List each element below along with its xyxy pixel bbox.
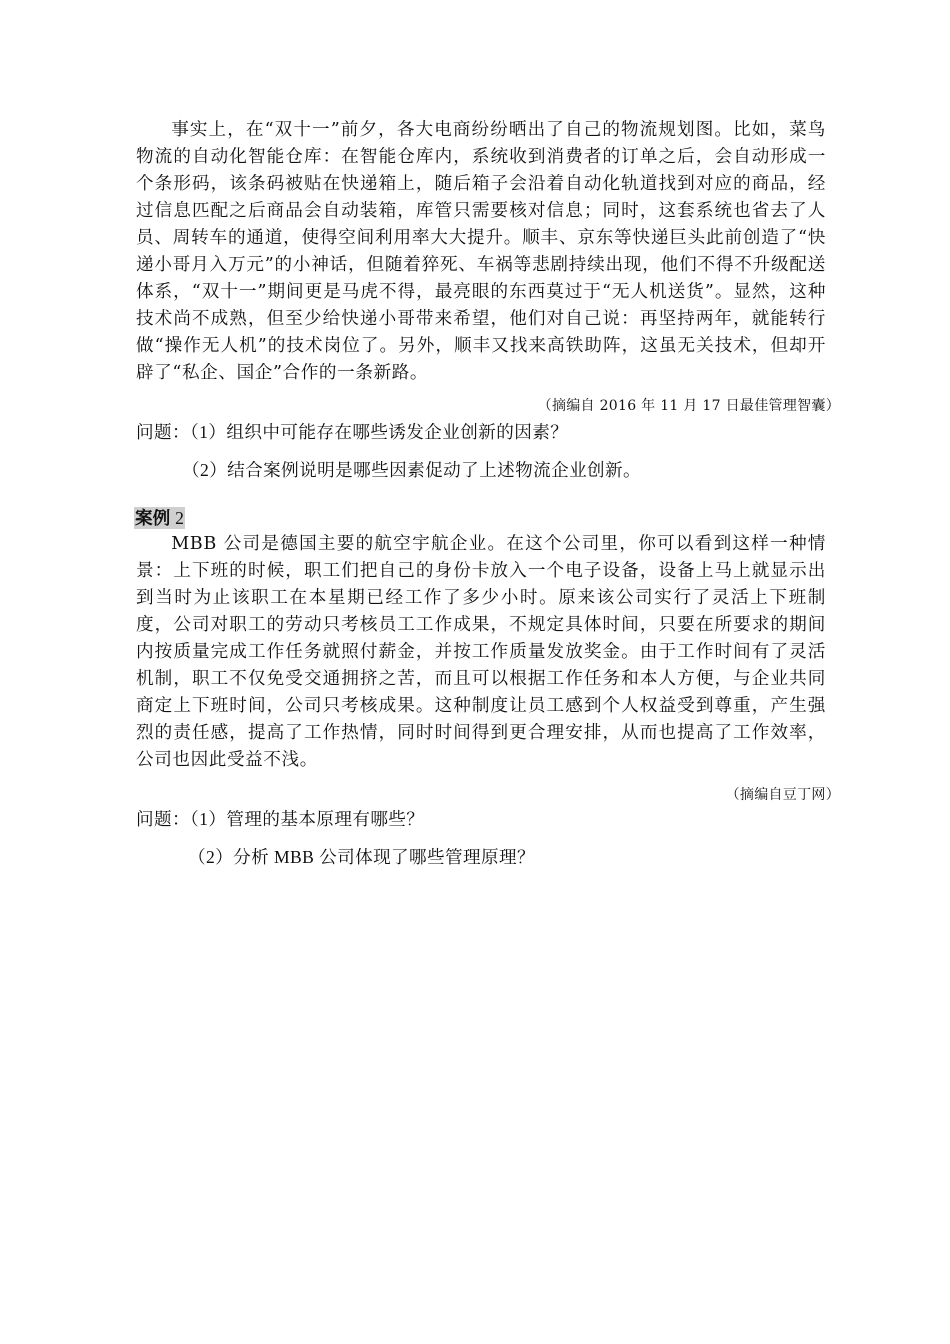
case2-heading bbox=[134, 507, 185, 529]
case1-body-paragraph: 事实上，在“双十一”前夕，各大电商纷纷晒出了自己的物流规划图。比如，菜鸟物流的自动化智能仓库：在智能仓库内，系统收到消费者的订单之后，会自动形成一个条形码，该条码被贴在快递箱上，随后箱子会沿着自动化轨道找到对应的商品，经过信息匹配之后商品会自动装箱，库管只需要核对信息；同时，这套系统也省去了人员、周转车的通道，使得空间利用率大大提升。顺丰、京东等快递巨头此前创造了“快递小哥月入万元”的小神话，但随着猝死、车祸等悲剧持续出现，他们不得不升级配送体系，“双十一”期间更是马虎不得，最亮眼的东西莫过于“无人机送货”。显然，这种技术尚不成熟，但至少给快递小哥带来希望，他们对自己说：再坚持两年，就能转行做“操作无人机”的技术岗位了。另外，顺丰又找来高铁助阵，这虽无关技术，但却开辟了“私企、国企”合作的一条新路。 bbox=[136, 120, 826, 383]
case2-question-2: （2）分析 MBB 公司体现了哪些管理原理？ bbox=[188, 847, 536, 867]
case2-heading-label: 案例 bbox=[135, 508, 171, 528]
case2-body-paragraph: MBB 公司是德国主要的航空宇航企业。在这个公司里，你可以看到这样一种情景：上下班的时候，职工们把自己的身份卡放入一个电子设备，设备上马上就显示出到当时为止该职工在本星期已经工作了多少小时。原来该公司实行了灵活上下班制度，公司对职工的劳动只考核员工工作成果，不规定具体时间，只要在所要求的期间内按质量完成工作任务就照付薪金，并按工作质量发放奖金。由于工作时间有了灵活机制，职工不仅免受交通拥挤之苦，而且可以根据工作任务和本人方便，与企业共同商定上下班时间，公司只考核成果。这种制度让员工感到个人权益受到尊重，产生强烈的责任感，提高了工作热情，同时时间得到更合理安排，从而也提高了工作效率，公司也因此受益不浅。 bbox=[136, 534, 826, 770]
case1-source-citation: （摘编自 2016 年 11 月 17 日最佳管理智囊） bbox=[537, 398, 840, 414]
case1-question-2: （2）结合案例说明是哪些因素促动了上述物流企业创新。 bbox=[182, 460, 642, 480]
case2-question-1: 问题：（1）管理的基本原理有哪些？ bbox=[136, 809, 425, 829]
case2-source-citation: （摘编自豆丁网） bbox=[725, 787, 840, 803]
case1-question-1: 问题：（1）组织中可能存在哪些诱发企业创新的因素？ bbox=[136, 422, 569, 442]
case2-heading-number: 2 bbox=[175, 508, 184, 528]
